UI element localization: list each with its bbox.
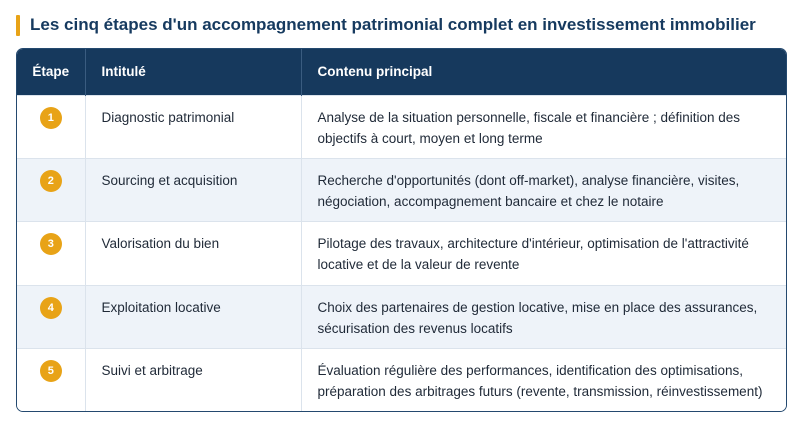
step-cell [17,285,85,348]
step-label: Diagnostic patrimonial [85,95,301,158]
step-badge: 1 [40,107,62,129]
page-title: Les cinq étapes d'un accompagnement patrimonial complet en investissement immobilier [30,15,756,34]
step-content: Pilotage des travaux, architecture d'intérieur, optimisation de l'attractivité locative et de la valeur de revente [301,222,786,285]
step-content: Évaluation régulière des performances, identification des optimisations, préparation des arbitrages futurs (revente, transmission, réinvestissement) [301,349,786,412]
step-content: Choix des partenaires de gestion locative, mise en place des assurances, sécurisation des revenus locatifs [301,285,786,348]
header-label: Intitulé [85,49,301,95]
table-row [17,158,786,221]
steps-table-container [16,48,787,412]
step-content: Recherche d'opportunités (dont off-market), analyse financière, visites, négociation, accompagnement bancaire et chez le notaire [301,158,786,221]
step-cell [17,222,85,285]
step-label: Exploitation locative [85,285,301,348]
table-header-row [17,49,786,95]
step-cell [17,95,85,158]
step-label: Sourcing et acquisition [85,158,301,221]
step-cell [17,158,85,221]
title-row [16,14,756,36]
table-row [17,95,786,158]
step-badge: 5 [40,360,62,382]
header-content: Contenu principal [317,64,433,80]
title-accent-bar [16,15,20,36]
step-badge: 3 [40,233,62,255]
step-label: Suivi et arbitrage [85,349,301,412]
step-content: Analyse de la situation personnelle, fiscale et financière ; définition des objectifs à court, moyen et long terme [301,95,786,158]
step-badge: 4 [40,297,62,319]
step-cell [17,349,85,412]
table-row [17,222,786,285]
step-badge: 2 [40,170,62,192]
steps-table [17,49,786,412]
table-row [17,349,786,412]
header-step: Étape [17,49,85,95]
step-label: Valorisation du bien [85,222,301,285]
table-row [17,285,786,348]
